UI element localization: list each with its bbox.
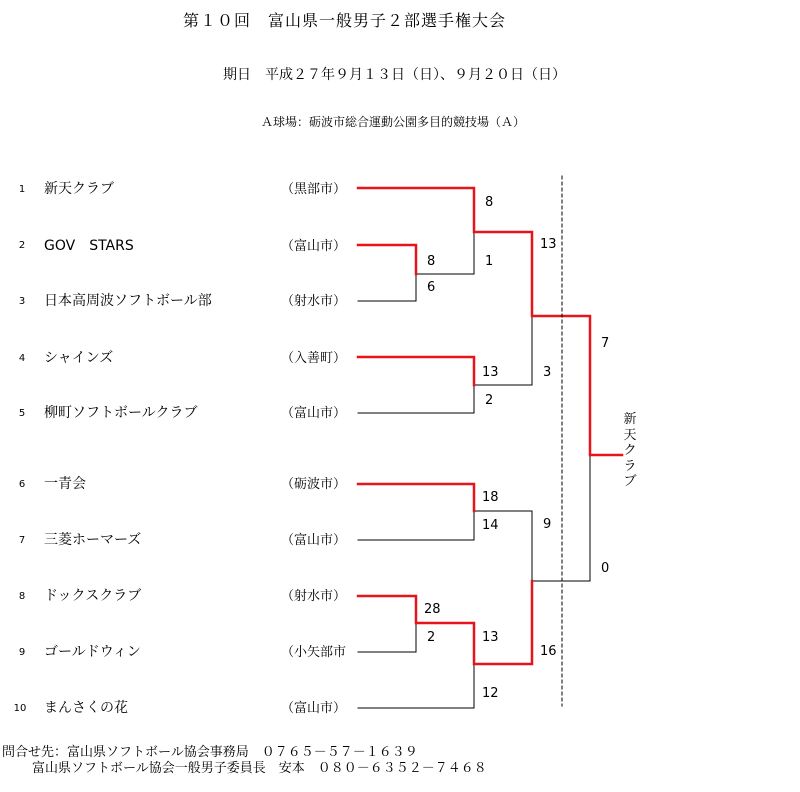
bracket-line — [358, 664, 474, 708]
bracket-line — [416, 232, 474, 274]
team-name: 柳町ソフトボールクラブ — [44, 405, 198, 421]
team-region: （小矢部市 — [281, 645, 347, 660]
team-region: （富山市） — [281, 406, 347, 421]
team-name: GOV STARS — [44, 238, 134, 254]
winner-line — [358, 484, 474, 511]
score-label: 2 — [485, 393, 494, 408]
team-region: （富山市） — [281, 239, 347, 254]
score-label: 0 — [601, 561, 610, 576]
score-label: 2 — [427, 630, 436, 645]
team-region: （入善町） — [281, 351, 347, 366]
event-venue: Ａ球場：砺波市総合運動公園多目的競技場（Ａ） — [261, 115, 526, 129]
team-number: 2 — [18, 240, 26, 251]
team-region: （富山市） — [281, 701, 347, 716]
team-number: 4 — [18, 353, 26, 364]
team-number: 7 — [18, 535, 26, 546]
team-name: 新天クラブ — [44, 181, 114, 197]
event-dates: 期日 平成２７年９月１３日（日）、９月２０日（日） — [223, 67, 566, 83]
score-label: 9 — [543, 517, 552, 532]
team-name: ドックスクラブ — [44, 588, 142, 604]
score-label: 14 — [482, 518, 499, 533]
score-label: 28 — [424, 602, 441, 617]
team-name: シャインズ — [44, 350, 114, 366]
page-title: 第１０回 富山県一般男子２部選手権大会 — [183, 11, 507, 30]
team-number: 9 — [18, 647, 26, 658]
team-name: まんさくの花 — [44, 700, 128, 716]
winner-line — [358, 245, 416, 274]
team-number: 8 — [18, 591, 26, 602]
bracket-line — [358, 511, 474, 540]
team-name: 三菱ホーマーズ — [44, 532, 142, 548]
team-region: （射水市） — [281, 589, 347, 604]
team-region: （富山市） — [281, 533, 347, 548]
champion-name: 新天クラブ — [623, 412, 637, 489]
score-label: 13 — [482, 365, 499, 380]
bracket-line — [532, 455, 590, 581]
winner-line — [358, 357, 474, 385]
team-region: （黒部市） — [281, 182, 347, 197]
team-number: 5 — [18, 408, 26, 419]
score-label: 13 — [482, 630, 499, 645]
team-number: 1 — [18, 184, 26, 195]
team-region: （射水市） — [281, 294, 347, 309]
team-name: ゴールドウィン — [44, 644, 141, 660]
bracket-line — [358, 385, 474, 413]
score-label: 16 — [540, 644, 557, 659]
contact-office: 問合せ先：富山県ソフトボール協会事務局 ０７６５－５７－１６３９ — [2, 745, 418, 760]
team-number: 3 — [18, 296, 26, 307]
score-label: 18 — [482, 490, 499, 505]
bracket-line — [358, 623, 416, 652]
score-label: 6 — [427, 280, 436, 295]
team-name: 一青会 — [44, 476, 86, 492]
team-region: （砺波市） — [281, 477, 347, 492]
team-number: 6 — [18, 479, 26, 490]
score-label: 1 — [485, 254, 494, 269]
score-label: 13 — [540, 237, 557, 252]
bracket-line — [358, 274, 416, 301]
score-label: 12 — [482, 686, 499, 701]
team-name: 日本高周波ソフトボール部 — [44, 293, 212, 309]
score-label: 7 — [601, 336, 610, 351]
score-label: 8 — [485, 195, 494, 210]
winner-line — [358, 188, 622, 455]
contact-committee: 富山県ソフトボール協会一般男子委員長 安本 ０８０－６３５２－７４６８ — [32, 761, 487, 776]
score-label: 3 — [543, 365, 552, 380]
score-label: 8 — [427, 254, 436, 269]
team-number: 10 — [13, 703, 27, 714]
